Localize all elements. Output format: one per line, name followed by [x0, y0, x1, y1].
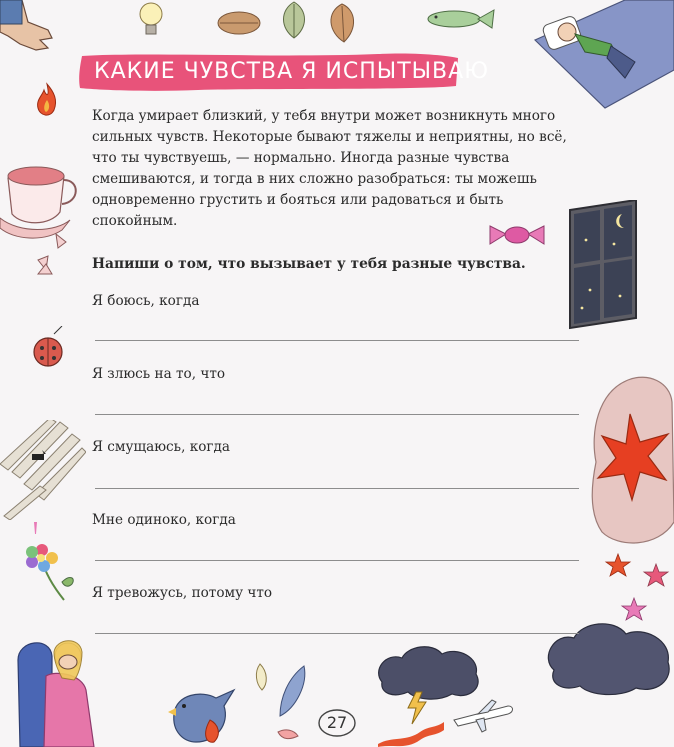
page-number: 27 [326, 713, 348, 732]
intro-paragraph: Когда умирает близкий, у тебя внутри может возникнуть много сильных чувств. Некоторые бывают тяжелы и неприятны, но всё, что ты чувствуешь, — нормально. Иногда разные чувства смешиваются, и тогда в них сложно разобраться: ты можешь одновременно грустить и бояться или радоваться и быть спокойным. [92, 108, 567, 229]
title-banner [78, 52, 489, 92]
storm-cloud-icon [588, 372, 674, 552]
bird-icon [166, 684, 238, 747]
instruction-text: Напиши о том, что вызывает у тебя разные чувства. [92, 256, 526, 272]
flower-icon [22, 540, 78, 604]
stars-icon [604, 552, 674, 622]
answer-line-afraid[interactable] [95, 340, 579, 341]
answer-line-anxious[interactable] [95, 633, 579, 634]
green-leaf-icon [276, 0, 312, 40]
pink-mark-icon [30, 520, 40, 540]
answer-line-lonely[interactable] [95, 560, 579, 561]
sleeping-boy-icon [515, 0, 674, 110]
red-ribbon-icon [376, 720, 446, 747]
light-bulb-icon [138, 0, 164, 40]
feather-icon [250, 660, 310, 744]
prompt-anxious: Я тревожусь, потому что [92, 585, 273, 601]
page-number-badge [317, 708, 357, 738]
prompt-afraid: Я боюсь, когда [92, 293, 200, 309]
fish-icon [424, 6, 496, 32]
autumn-leaf-icon [215, 8, 263, 38]
prompt-lonely: Мне одиноко, когда [92, 512, 236, 528]
zebra-crossing-icon [0, 420, 86, 520]
oak-leaf-icon [322, 2, 362, 44]
prompt-angry: Я злюсь на то, что [92, 366, 226, 382]
prompt-embarrassed: Я смущаюсь, когда [92, 439, 230, 455]
airplane-icon [452, 698, 514, 734]
hand-icon [0, 0, 70, 60]
answer-line-angry[interactable] [95, 414, 579, 415]
crying-girl-icon [16, 630, 108, 747]
ladybug-icon [28, 326, 68, 370]
page-title: КАКИЕ ЧУВСТВА Я ИСПЫТЫВАЮ [94, 59, 489, 84]
shard-icon [36, 262, 54, 276]
storm-cloud-right-icon [540, 618, 674, 698]
answer-line-embarrassed[interactable] [95, 488, 579, 489]
flame-icon [34, 82, 60, 118]
